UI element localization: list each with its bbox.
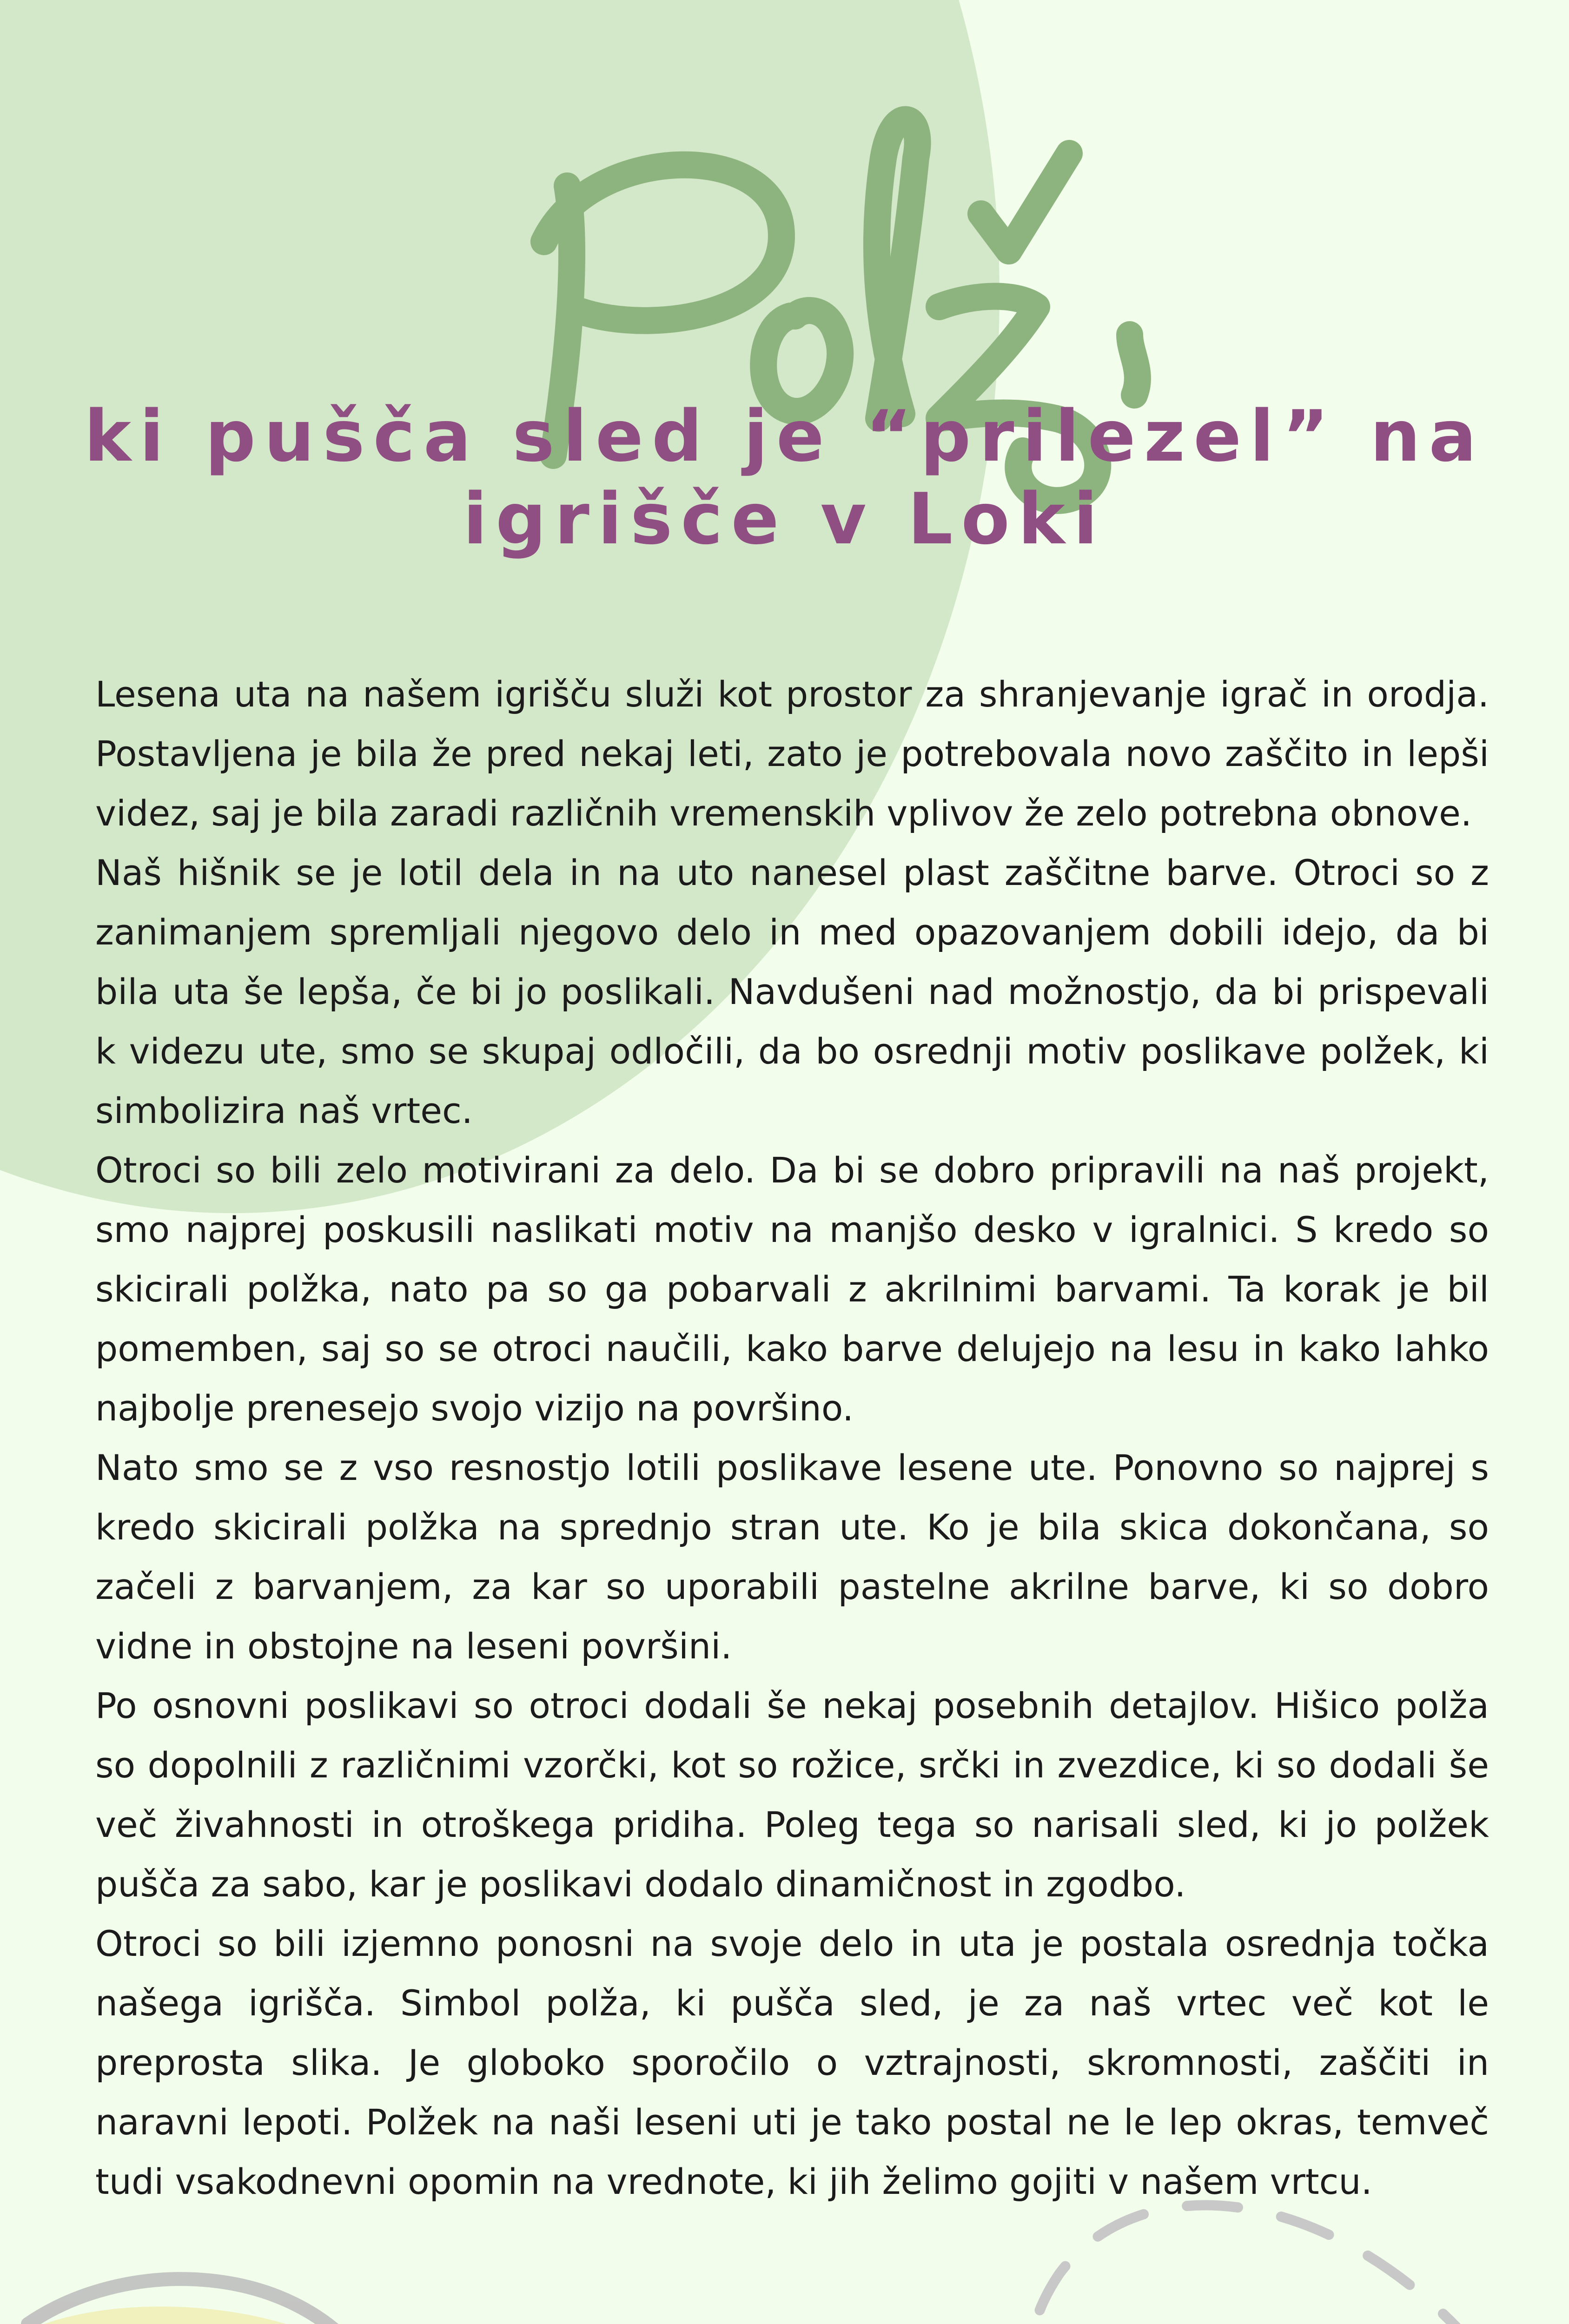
- script-comma: [1130, 335, 1138, 395]
- paragraph: Po osnovni poslikavi so otroci dodali še nekaj posebnih detajlov. Hišico polža so dopolnili z različnimi vzorčki, kot so rožice, srčki in zvezdice, ki so dodali še več živahnosti in otroškega pridiha. Poleg tega so narisali sled, ki jo polžek pušča za sabo, kar je poslikavi dodalo dinamičnost in zgodbo.: [95, 1685, 1489, 1905]
- paragraph: Otroci so bili zelo motivirani za delo. Da bi se dobro pripravili na naš projekt, smo najprej poskusili naslikati motiv na manjšo desko v igralnici. S kredo so skicirali polžka, nato pa so ga pobarvali z akrilnimi barvami. Ta korak je bil pomemben, saj so se otroci naučili, kako barve delujejo na lesu in kako lahko najbolje prenesejo svojo vizijo na površino.: [95, 1149, 1489, 1429]
- paragraph: Nato smo se z vso resnostjo lotili poslikave lesene ute. Ponovno so najprej s kredo skicirali polžka na sprednjo stran ute. Ko je bila skica dokončana, so začeli z barvanjem, za kar so uporabili pastelne akrilne barve, ki so dobro vidne in obstojne na leseni površini.: [95, 1447, 1489, 1667]
- snail-shell: [0, 2279, 408, 2324]
- dashed-trail: [525, 2205, 1548, 2324]
- paragraph: Naš hišnik se je lotil dela in na uto nanesel plast zaščitne barve. Otroci so z zanimanjem spremljali njegovo delo in med opazovanjem dobili idejo, da bi bila uta še lepša, če bi jo poslikali. Navdušeni nad možnostjo, da bi prispevali k videzu ute, smo se skupaj odločili, da bo osrednji motiv poslikave polžek, ki simbolizira naš vrtec.: [95, 852, 1489, 1131]
- article-body: [95, 665, 1489, 2212]
- caron-mark: [981, 153, 1069, 251]
- paragraph: Otroci so bili izjemno ponosni na svoje delo in uta je postala osrednja točka našega igrišča. Simbol polža, ki pušča sled, je za naš vrtec več kot le preprosta slika. Je globoko sporočilo o vztrajnosti, skromnosti, zaščiti in naravni lepoti. Polžek na naši leseni uti je tako postal ne le lep okras, temveč tudi vsakodnevni opomin na vrednote, ki jih želimo gojiti v našem vrtcu.: [95, 1923, 1489, 2202]
- script-letter-l: [877, 119, 918, 418]
- paragraph: Lesena uta na našem igrišču služi kot prostor za shranjevanje igrač in orodja. Postavljena je bila že pred nekaj leti, zato je potrebovala novo zaščito in lepši videz, saj je bila zaradi različnih vremenskih vplivov že zelo potrebna obnove.: [95, 673, 1489, 834]
- subtitle: ki pušča sled je “prilezel” na igrišče v Loki: [84, 395, 1485, 560]
